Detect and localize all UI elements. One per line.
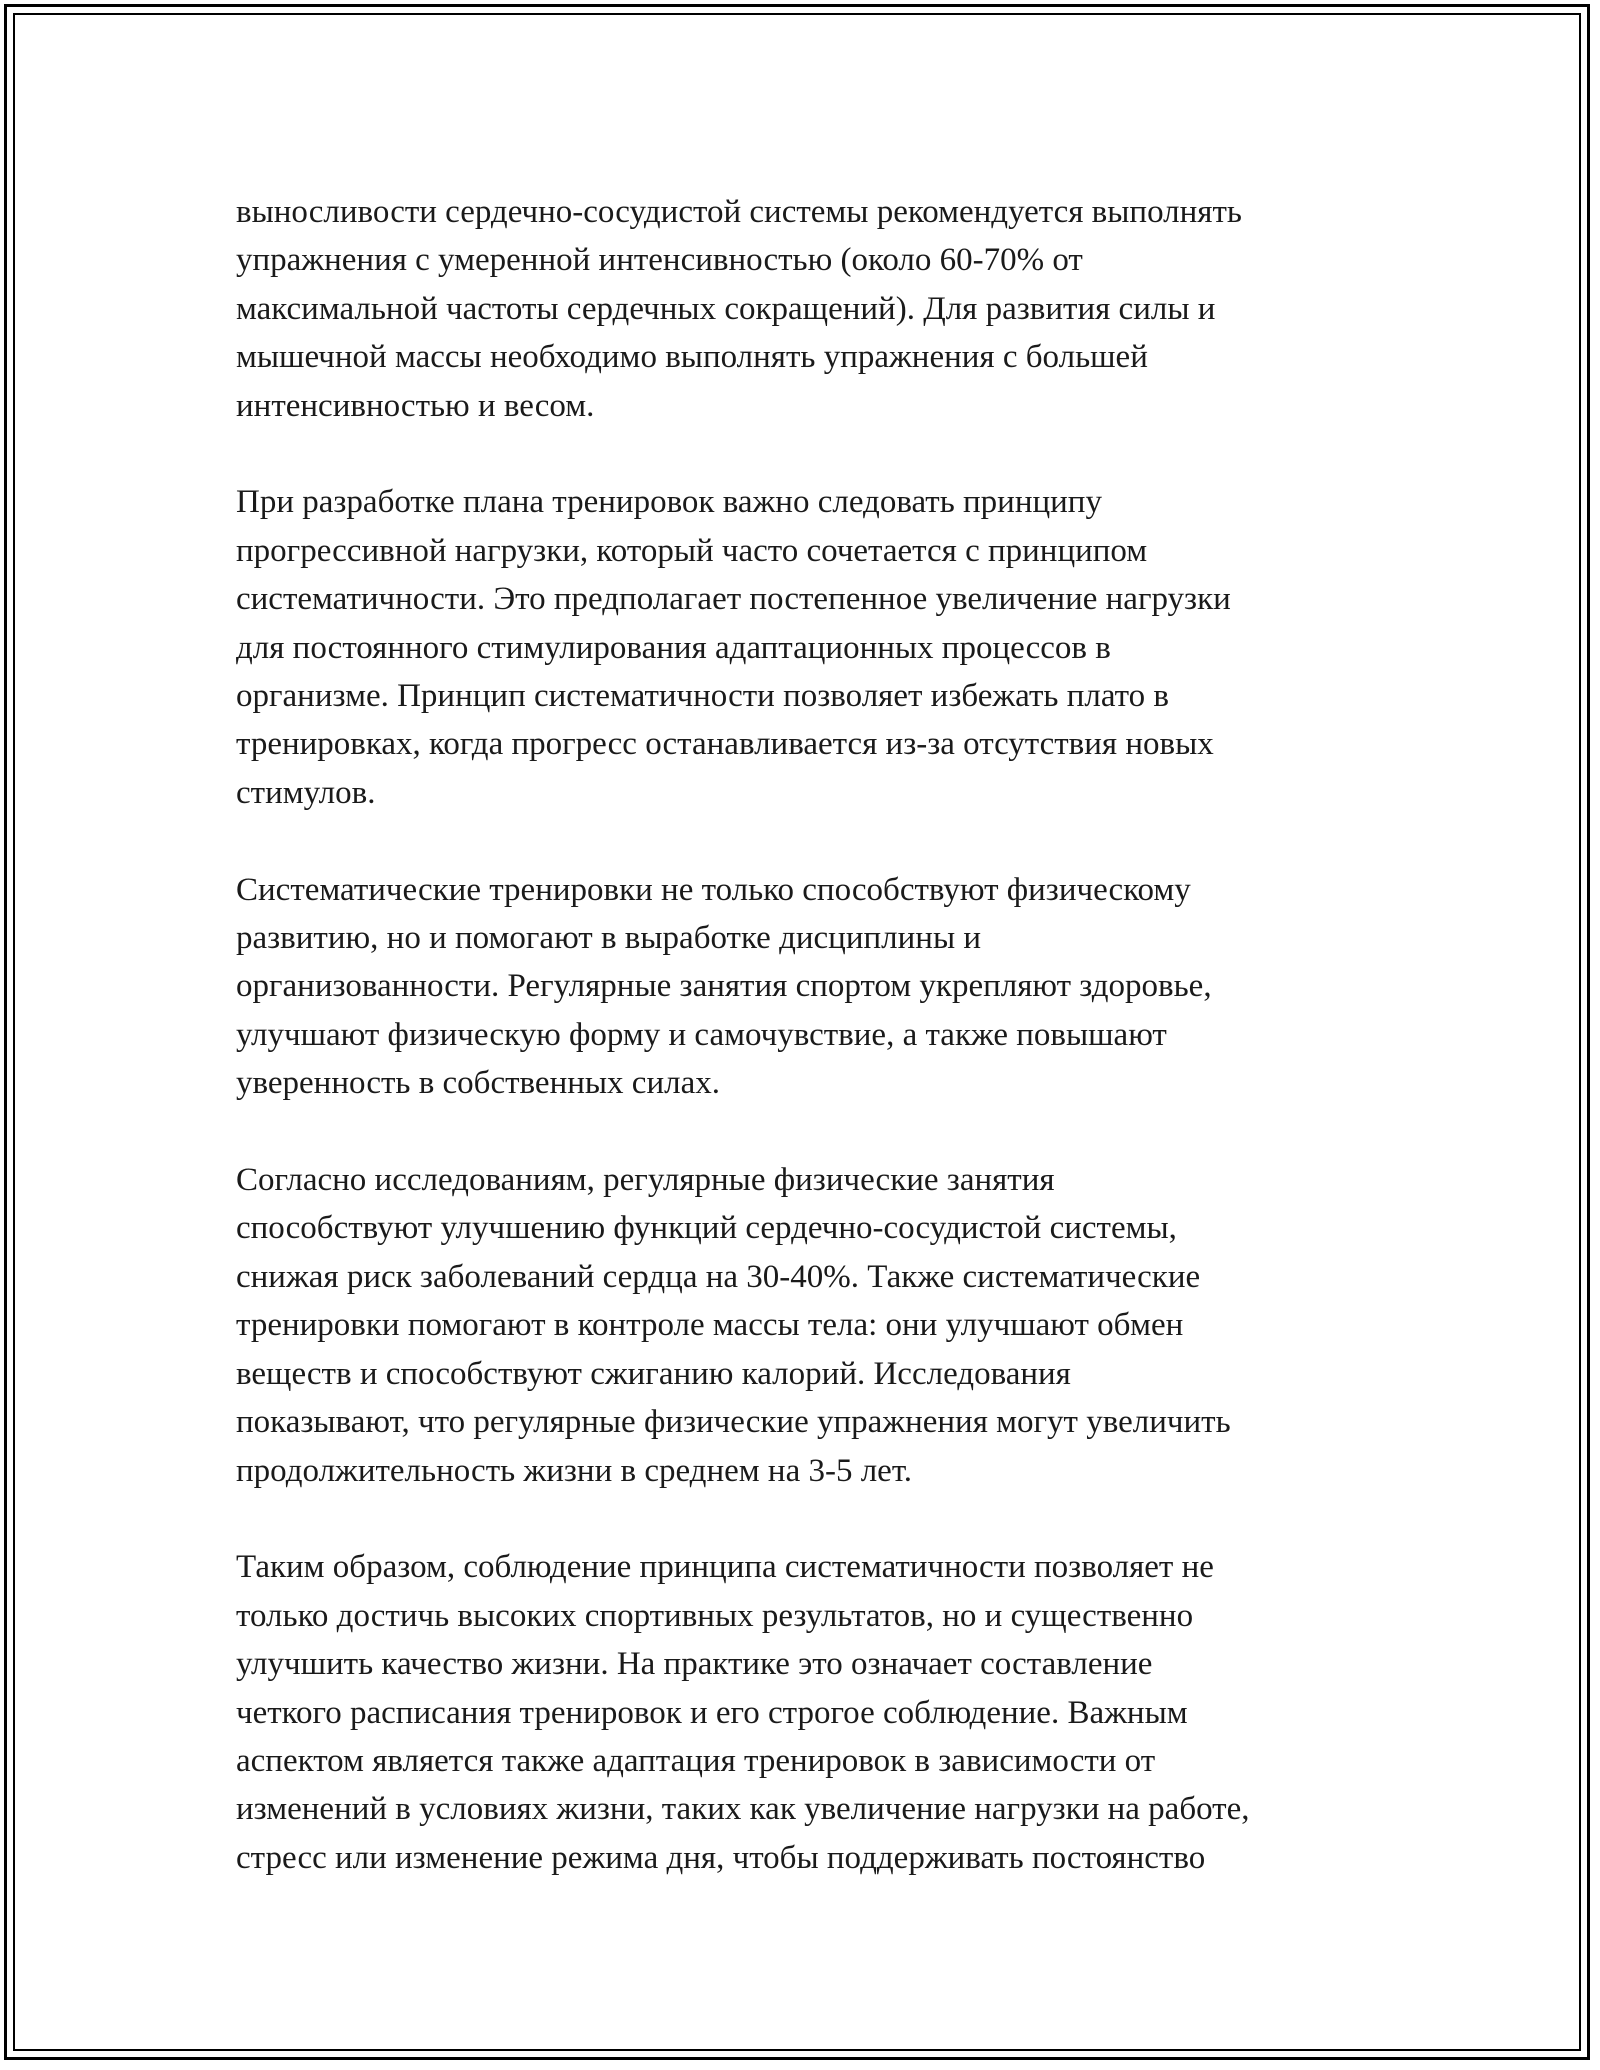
paragraph-research bbox=[236, 1156, 1386, 1495]
text-line: прогрессивной нагрузки, который часто сочетается с принципом bbox=[236, 532, 1148, 569]
text-line: улучшают физическую форму и самочувствие, а также повышают bbox=[236, 1016, 1167, 1053]
text-line: способствуют улучшению функций сердечно-сосудистой системы, bbox=[236, 1210, 1177, 1247]
document-body bbox=[236, 188, 1386, 1882]
text-line: мышечной массы необходимо выполнять упражнения с большей bbox=[236, 339, 1148, 376]
text-line: показывают, что регулярные физические упражнения могут увеличить bbox=[236, 1404, 1231, 1441]
text-line: стимулов. bbox=[236, 774, 376, 811]
text-line: развитию, но и помогают в выработке дисциплины и bbox=[236, 920, 982, 957]
text-line: выносливости сердечно-сосудистой системы рекомендуется выполнять bbox=[236, 194, 1242, 230]
text-line: Систематические тренировки не только способствуют физическому bbox=[236, 871, 1191, 908]
text-line: организме. Принцип систематичности позволяет избежать плато в bbox=[236, 678, 1169, 715]
text-line: интенсивностью и весом. bbox=[236, 387, 595, 424]
text-line: четкого расписания тренировок и его строгое соблюдение. Важным bbox=[236, 1694, 1188, 1731]
paragraph-discipline bbox=[236, 866, 1386, 1108]
text-line: уверенность в собственных силах. bbox=[236, 1065, 720, 1102]
text-line: для постоянного стимулирования адаптационных процессов в bbox=[236, 629, 1111, 666]
paragraph-conclusion bbox=[236, 1543, 1386, 1882]
paragraph-progressive-load bbox=[236, 478, 1386, 817]
text-line: организованности. Регулярные занятия спортом укрепляют здоровье, bbox=[236, 968, 1212, 1005]
text-line: только достичь высоких спортивных результатов, но и существенно bbox=[236, 1597, 1194, 1634]
text-line: тренировках, когда прогресс останавливается из-за отсутствия новых bbox=[236, 726, 1214, 763]
text-line: аспектом является также адаптация тренировок в зависимости от bbox=[236, 1742, 1156, 1779]
text-line: При разработке плана тренировок важно следовать принципу bbox=[236, 484, 1102, 521]
text-line: максимальной частоты сердечных сокращений). Для развития силы и bbox=[236, 290, 1216, 327]
text-line: систематичности. Это предполагает постепенное увеличение нагрузки bbox=[236, 581, 1231, 618]
text-line: веществ и способствуют сжиганию калорий. Исследования bbox=[236, 1355, 1071, 1392]
text-line: Согласно исследованиям, регулярные физические занятия bbox=[236, 1162, 1055, 1199]
text-line: изменений в условиях жизни, таких как увеличение нагрузки на работе, bbox=[236, 1791, 1250, 1828]
text-line: снижая риск заболеваний сердца на 30-40%. Также систематические bbox=[236, 1258, 1201, 1295]
text-line: тренировки помогают в контроле массы тела: они улучшают обмен bbox=[236, 1307, 1184, 1344]
text-line: Таким образом, соблюдение принципа систематичности позволяет не bbox=[236, 1549, 1214, 1586]
text-line: стресс или изменение режима дня, чтобы поддерживать постоянство bbox=[236, 1839, 1206, 1876]
text-line: продолжительность жизни в среднем на 3-5 лет. bbox=[236, 1452, 913, 1489]
paragraph-endurance-intensity bbox=[236, 188, 1386, 430]
text-line: улучшить качество жизни. На практике это означает составление bbox=[236, 1646, 1153, 1683]
text-line: упражнения с умеренной интенсивностью (около 60-70% от bbox=[236, 242, 1083, 279]
